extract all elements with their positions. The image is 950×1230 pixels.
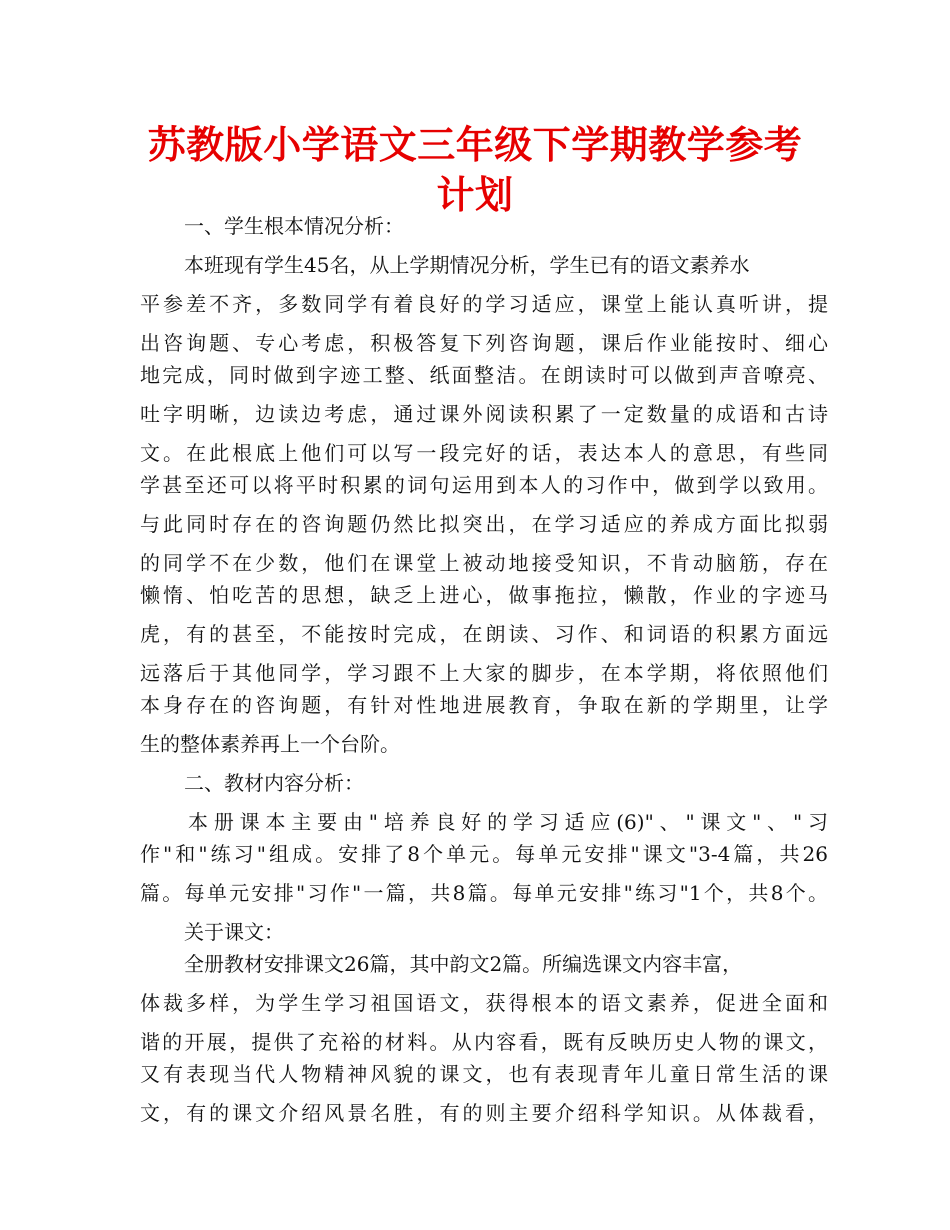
paragraph-line: 又有表现当代人物精神风貌的课文，也有表现青年儿童日常生活的课 xyxy=(140,1062,828,1086)
paragraph-line: 本班现有学生45名，从上学期情况分析，学生已有的语文素养水 xyxy=(184,253,750,277)
paragraph-line: 体裁多样，为学生学习祖国语文，获得根本的语文素养，促进全面和 xyxy=(140,991,828,1015)
paragraph-line: 地完成，同时做到字迹工整、纸面整洁。在朗读时可以做到声音嘹亮、 xyxy=(140,363,828,387)
paragraph-line: 生的整体素养再上一个台阶。 xyxy=(140,732,400,756)
paragraph-line: 的同学不在少数，他们在课堂上被动地接受知识，不肯动脑筋，存在 xyxy=(140,551,828,575)
paragraph-line: 本身存在的咨询题，有针对性地进展教育，争取在新的学期里，让学 xyxy=(140,693,828,717)
paragraph-line: 平参差不齐，多数同学有着良好的学习适应，课堂上能认真听讲，提 xyxy=(140,292,828,316)
paragraph-line: 文。在此根底上他们可以写一段完好的话，表达本人的意思，有些同 xyxy=(140,441,828,465)
paragraph-line: 远落后于其他同学，学习跟不上大家的脚步，在本学期，将依照他们 xyxy=(140,661,828,685)
paragraph-line: 懒惰、怕吃苦的思想，缺乏上进心，做事拖拉，懒散，作业的字迹马 xyxy=(140,583,828,607)
paragraph-line: 篇。每单元安排"习作"一篇，共8篇。每单元安排"练习"1个，共8个。 xyxy=(140,881,828,905)
paragraph-line: 出咨询题、专心考虑，积极答复下列咨询题，课后作业能按时、细心 xyxy=(140,331,828,355)
paragraph-line: 本册课本主要由"培养良好的学习适应(6)"、"课文"、"习 xyxy=(188,810,828,834)
subheading-texts: 关于课文： xyxy=(184,920,284,944)
paragraph-line: 谐的开展，提供了充裕的材料。从内容看，既有反映历史人物的课文， xyxy=(140,1030,828,1054)
section-heading-1: 一、学生根本情况分析： xyxy=(184,214,404,238)
section-heading-2: 二、教材内容分析： xyxy=(184,771,364,795)
paragraph-line: 与此同时存在的咨询题仍然比拟突出，在学习适应的养成方面比拟弱 xyxy=(140,512,828,536)
paragraph-line: 全册教材安排课文26篇，其中韵文2篇。所编选课文内容丰富， xyxy=(184,952,743,976)
paragraph-line: 虎，有的甚至，不能按时完成，在朗读、习作、和词语的积累方面远 xyxy=(140,622,828,646)
paragraph-line: 学甚至还可以将平时积累的词句运用到本人的习作中，做到学以致用。 xyxy=(140,473,828,497)
paragraph-line: 文，有的课文介绍风景名胜，有的则主要介绍科学知识。从体裁看， xyxy=(140,1101,828,1125)
document-title: 苏教版小学语文三年级下学期教学参考计划 xyxy=(147,123,803,217)
paragraph-line: 作"和"练习"组成。安排了8个单元。每单元安排"课文"3-4篇，共26 xyxy=(140,842,828,866)
paragraph-line: 吐字明晰，边读边考虑，通过课外阅读积累了一定数量的成语和古诗 xyxy=(140,402,828,426)
